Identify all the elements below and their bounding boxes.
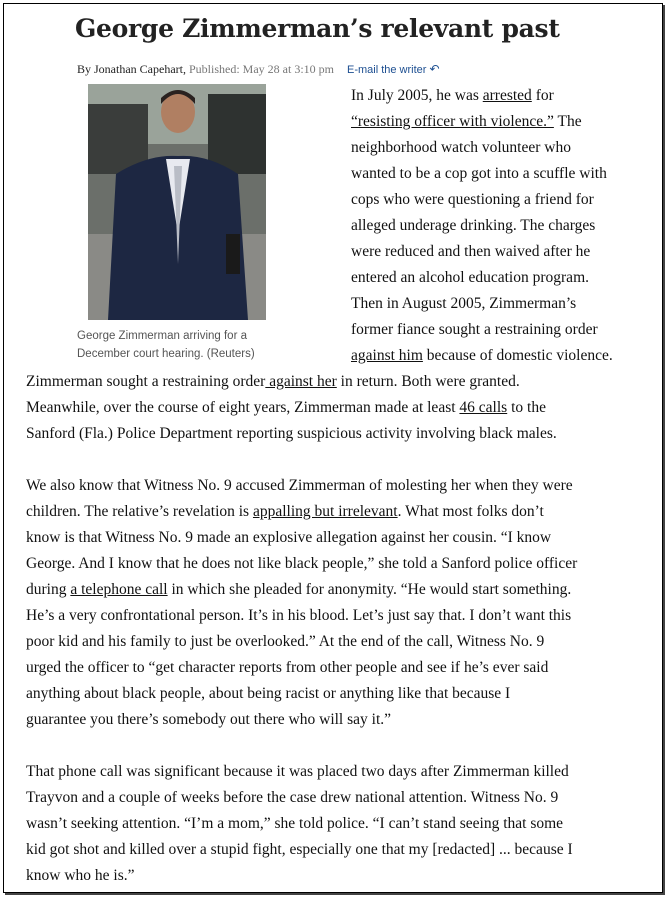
photo-caption <box>77 327 287 363</box>
text-line: know who he is.” <box>26 867 135 884</box>
text-line: George. And I know that he does not like black people,” she told a Sanford police officer <box>26 555 578 572</box>
text-line: kid got shot and killed over a stupid fight, especially one that my [redacted] ... because I <box>26 841 573 858</box>
resisting-officer-link[interactable]: “resisting officer with violence.” <box>351 113 554 130</box>
text-line: alleged underage drinking. The charges <box>351 217 596 234</box>
author: By Jonathan Capehart, <box>77 62 186 76</box>
email-writer-link[interactable]: E-mail the writer <box>346 64 427 76</box>
text-line: He’s a very confrontational person. It’s in his blood. Let’s just say that. I don’t want this <box>26 607 572 624</box>
text-line: poor kid and his family to just be overlooked.” At the end of the call, Witness No. 9 <box>26 633 545 650</box>
text-line: Sanford (Fla.) Police Department reporting suspicious activity involving black males. <box>26 425 557 442</box>
text-line: were reduced and then waived after he <box>351 243 591 260</box>
text-line: In July 2005, he was arrested for <box>351 87 554 104</box>
telephone-call-link[interactable]: a telephone call <box>70 581 168 598</box>
text-line: “resisting officer with violence.” The <box>351 113 582 130</box>
text-line: urged the officer to “get character reports from other people and see if he’s ever said <box>26 659 549 676</box>
text-line: neighborhood watch volunteer who <box>351 139 571 156</box>
article-photo <box>88 84 266 320</box>
text-line: Then in August 2005, Zimmerman’s <box>351 295 577 312</box>
caption-line: George Zimmerman arriving for a <box>77 330 247 342</box>
text-line: That phone call was significant because it was placed two days after Zimmerman killed <box>26 763 569 780</box>
text-line: former fiance sought a restraining order <box>351 321 598 338</box>
article-title: George Zimmerman’s relevant past <box>75 14 560 43</box>
text-line: guarantee you there’s somebody out there who will say it.” <box>26 711 392 728</box>
text-line: against him because of domestic violence. <box>351 347 613 364</box>
reply-arrow-icon[interactable]: ↶ <box>429 62 440 76</box>
text-line: wanted to be a cop got into a scuffle with <box>351 165 607 182</box>
caption-line: December court hearing. (Reuters) <box>77 348 255 360</box>
text-line: Zimmerman sought a restraining order against her in return. Both were granted. <box>26 373 520 390</box>
text-line: anything about black people, about being racist or anything like that because I <box>26 685 511 702</box>
46-calls-link[interactable]: 46 calls <box>459 399 508 416</box>
against-him-link[interactable]: against him <box>351 347 423 364</box>
byline <box>77 62 440 77</box>
text-line: Trayvon and a couple of weeks before the case drew national attention. Witness No. 9 <box>26 789 559 806</box>
text-line: during a telephone call in which she pleaded for anonymity. “He would start something. <box>26 581 572 598</box>
text-line: We also know that Witness No. 9 accused Zimmerman of molesting her when they were <box>26 477 573 494</box>
text-line: Meanwhile, over the course of eight years, Zimmerman made at least 46 calls to the <box>26 399 546 416</box>
text-line: entered an alcohol education program. <box>351 269 589 286</box>
arrested-link[interactable]: arrested <box>482 87 532 104</box>
text-line: cops who were questioning a friend for <box>351 191 594 208</box>
text-line: children. The relative’s revelation is appalling but irrelevant. What most folks don’t <box>26 503 544 520</box>
publish-date: Published: May 28 at 3:10 pm <box>188 62 334 76</box>
appalling-but-irrelevant-link[interactable]: appalling but irrelevant <box>252 503 398 520</box>
against-her-link[interactable]: against her <box>265 373 337 390</box>
text-line: wasn’t seeking attention. “I’m a mom,” she told police. “I can’t stand seeing that some <box>26 815 564 832</box>
text-line: know is that Witness No. 9 made an explosive allegation against her cousin. “I know <box>26 529 552 546</box>
